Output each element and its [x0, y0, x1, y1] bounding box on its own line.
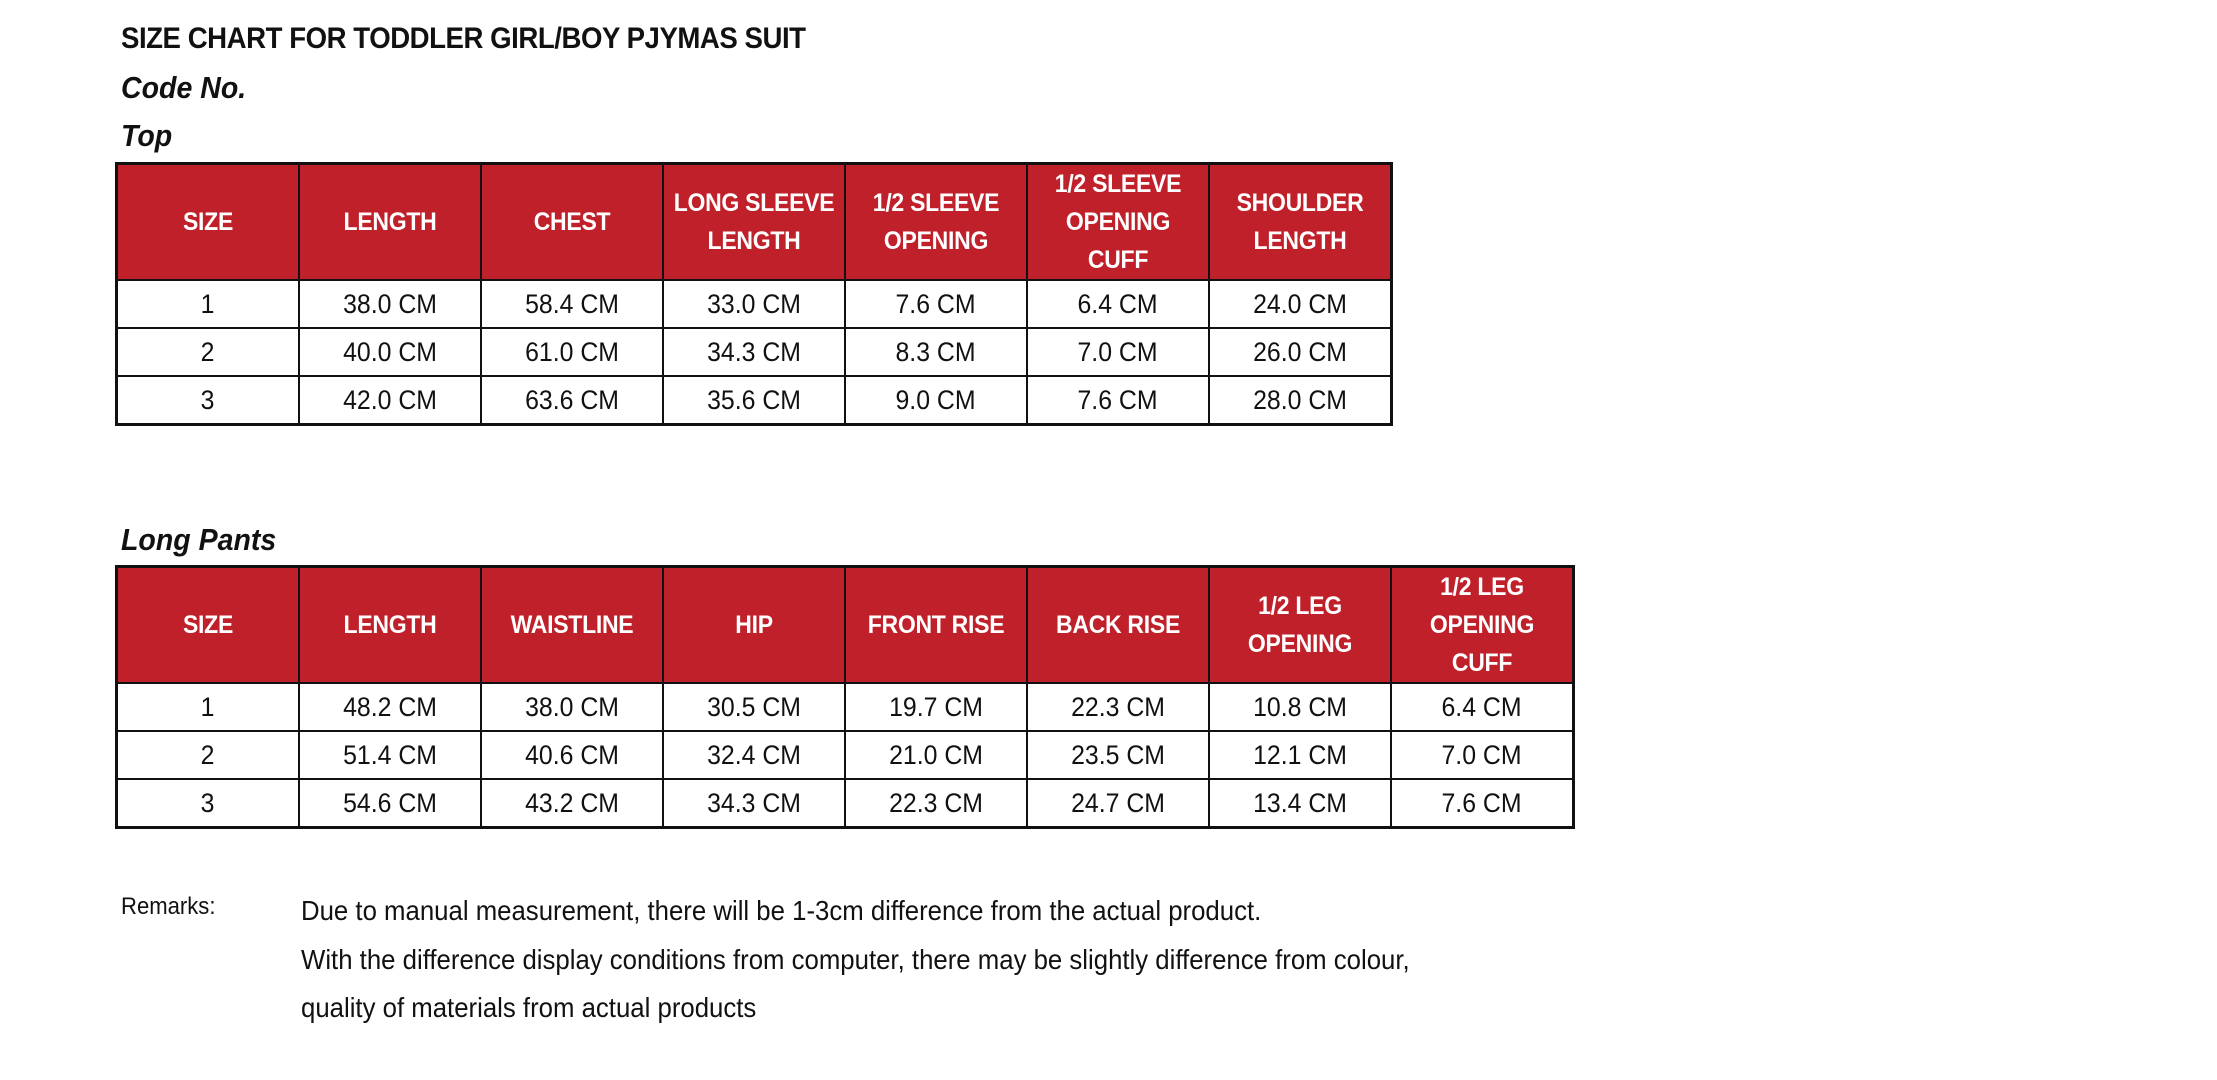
cell-value: 7.6 CM [895, 288, 977, 319]
table-header-row [117, 567, 1574, 684]
table-cell [663, 328, 845, 376]
cell-value: 21.0 CM [889, 739, 983, 770]
column-header [1027, 164, 1209, 281]
table-row [117, 683, 1574, 731]
column-header [117, 164, 300, 281]
cell-value: 32.4 CM [707, 739, 801, 770]
column-header-text: SIZE [182, 611, 234, 639]
table-cell [1209, 280, 1392, 328]
table-cell [481, 779, 663, 828]
cell-value: 7.6 CM [1077, 384, 1159, 415]
cell-value: 24.7 CM [1071, 787, 1165, 818]
column-header-text: LENGTH [343, 208, 437, 236]
cell-value: 7.0 CM [1077, 336, 1159, 367]
cell-value: 1 [201, 288, 215, 319]
cell-value: 33.0 CM [707, 288, 801, 319]
table-row [117, 376, 1392, 425]
table-cell [117, 280, 300, 328]
table-cell [299, 683, 481, 731]
column-header [1209, 567, 1391, 684]
column-header-text: OPENING [1065, 208, 1171, 236]
top-size-table [115, 162, 1393, 426]
cell-value: 48.2 CM [343, 691, 437, 722]
table-cell [481, 280, 663, 328]
table-cell [1209, 376, 1392, 425]
cell-value: 42.0 CM [343, 384, 437, 415]
cell-value: 7.0 CM [1441, 739, 1523, 770]
table-cell [1209, 683, 1391, 731]
column-header-text: SIZE [182, 208, 234, 236]
cell-value: 63.6 CM [525, 384, 619, 415]
column-header-text: OPENING [883, 227, 989, 255]
table-header-row [117, 164, 1392, 281]
cell-value: 30.5 CM [707, 691, 801, 722]
table-cell [1027, 683, 1209, 731]
table-cell [1391, 683, 1574, 731]
table-cell [481, 328, 663, 376]
cell-value: 54.6 CM [343, 787, 437, 818]
cell-value: 9.0 CM [895, 384, 977, 415]
table-cell [663, 779, 845, 828]
cell-value: 3 [201, 787, 215, 818]
remark-line: With the difference display conditions from computer, there may be slightly difference from colour, [301, 943, 1410, 975]
remarks-text [301, 887, 1506, 1033]
table-cell [845, 280, 1027, 328]
cell-value: 6.4 CM [1077, 288, 1159, 319]
cell-value: 58.4 CM [525, 288, 619, 319]
cell-value: 43.2 CM [525, 787, 619, 818]
table-cell [1209, 779, 1391, 828]
column-header [117, 567, 300, 684]
column-header [299, 164, 481, 281]
table-cell [117, 376, 300, 425]
cell-value: 51.4 CM [343, 739, 437, 770]
table-cell [845, 779, 1027, 828]
column-header-text: OPENING [1429, 611, 1535, 639]
column-header [663, 164, 845, 281]
table-cell [663, 683, 845, 731]
page-title: SIZE CHART FOR TODDLER GIRL/BOY PJYMAS SUIT [121, 22, 806, 55]
cell-value: 26.0 CM [1253, 336, 1347, 367]
table-cell [117, 683, 300, 731]
remark-line: Due to manual measurement, there will be 1-3cm difference from the actual product. [301, 895, 1262, 926]
column-header-text: LENGTH [707, 227, 801, 255]
column-header [1391, 567, 1574, 684]
column-header-text: 1/2 LEG [1258, 592, 1342, 620]
cell-value: 8.3 CM [895, 336, 977, 367]
table-cell [481, 683, 663, 731]
table-cell [1209, 731, 1391, 779]
table-cell [663, 376, 845, 425]
table-cell [299, 731, 481, 779]
remarks-label: Remarks: [121, 893, 216, 920]
column-header-text: CHEST [533, 208, 611, 236]
cell-value: 19.7 CM [889, 691, 983, 722]
cell-value: 22.3 CM [889, 787, 983, 818]
cell-value: 38.0 CM [525, 691, 619, 722]
table-cell [299, 779, 481, 828]
cell-value: 61.0 CM [525, 336, 619, 367]
cell-value: 10.8 CM [1253, 691, 1347, 722]
cell-value: 22.3 CM [1071, 691, 1165, 722]
column-header-text: HIP [735, 611, 773, 639]
table-cell [481, 376, 663, 425]
table-cell [117, 779, 300, 828]
column-header-text: OPENING [1247, 630, 1353, 658]
cell-value: 28.0 CM [1253, 384, 1347, 415]
cell-value: 24.0 CM [1253, 288, 1347, 319]
cell-value: 2 [201, 739, 215, 770]
cell-value: 34.3 CM [707, 787, 801, 818]
column-header [845, 164, 1027, 281]
table-cell [663, 731, 845, 779]
column-header [845, 567, 1027, 684]
table-cell [1209, 328, 1392, 376]
table-cell [845, 376, 1027, 425]
table-cell [845, 328, 1027, 376]
table-cell [1391, 779, 1574, 828]
column-header-text: 1/2 SLEEVE [1054, 170, 1182, 198]
column-header-text: FRONT RISE [867, 611, 1005, 639]
cell-value: 23.5 CM [1071, 739, 1165, 770]
table-cell [1027, 328, 1209, 376]
table-cell [299, 376, 481, 425]
cell-value: 3 [201, 384, 215, 415]
code-number-label: Code No. [121, 70, 247, 105]
table-cell [1027, 731, 1209, 779]
cell-value: 2 [201, 336, 215, 367]
column-header [481, 567, 663, 684]
table-cell [1027, 280, 1209, 328]
table-row [117, 779, 1574, 828]
column-header-text: 1/2 SLEEVE [872, 189, 1000, 217]
cell-value: 7.6 CM [1441, 787, 1523, 818]
column-header-text: CUFF [1451, 649, 1513, 677]
column-header-text: CUFF [1087, 246, 1149, 274]
column-header-text: WAISTLINE [510, 611, 634, 639]
column-header [1027, 567, 1209, 684]
column-header-text: LENGTH [343, 611, 437, 639]
cell-value: 13.4 CM [1253, 787, 1347, 818]
cell-value: 12.1 CM [1253, 739, 1347, 770]
cell-value: 1 [201, 691, 215, 722]
top-section-label: Top [121, 118, 173, 153]
cell-value: 40.0 CM [343, 336, 437, 367]
table-cell [117, 328, 300, 376]
table-cell [299, 280, 481, 328]
table-row [117, 731, 1574, 779]
column-header-text: 1/2 LEG [1440, 573, 1524, 601]
column-header [299, 567, 481, 684]
column-header-text: LENGTH [1253, 227, 1347, 255]
table-row [117, 280, 1392, 328]
column-header [481, 164, 663, 281]
table-cell [117, 731, 300, 779]
table-cell [663, 280, 845, 328]
column-header-text: BACK RISE [1055, 611, 1181, 639]
column-header-text: SHOULDER [1236, 189, 1364, 217]
table-cell [845, 683, 1027, 731]
long-pants-section-label: Long Pants [121, 522, 277, 557]
column-header-text: LONG SLEEVE [673, 189, 835, 217]
cell-value: 34.3 CM [707, 336, 801, 367]
table-cell [845, 731, 1027, 779]
cell-value: 38.0 CM [343, 288, 437, 319]
table-cell [1027, 376, 1209, 425]
column-header [663, 567, 845, 684]
long-pants-size-table [115, 565, 1575, 829]
table-cell [299, 328, 481, 376]
table-cell [1027, 779, 1209, 828]
remark-line: quality of materials from actual products [301, 992, 757, 1023]
column-header [1209, 164, 1392, 281]
table-cell [481, 731, 663, 779]
cell-value: 6.4 CM [1441, 691, 1523, 722]
table-cell [1391, 731, 1574, 779]
cell-value: 40.6 CM [525, 739, 619, 770]
table-row [117, 328, 1392, 376]
cell-value: 35.6 CM [707, 384, 801, 415]
